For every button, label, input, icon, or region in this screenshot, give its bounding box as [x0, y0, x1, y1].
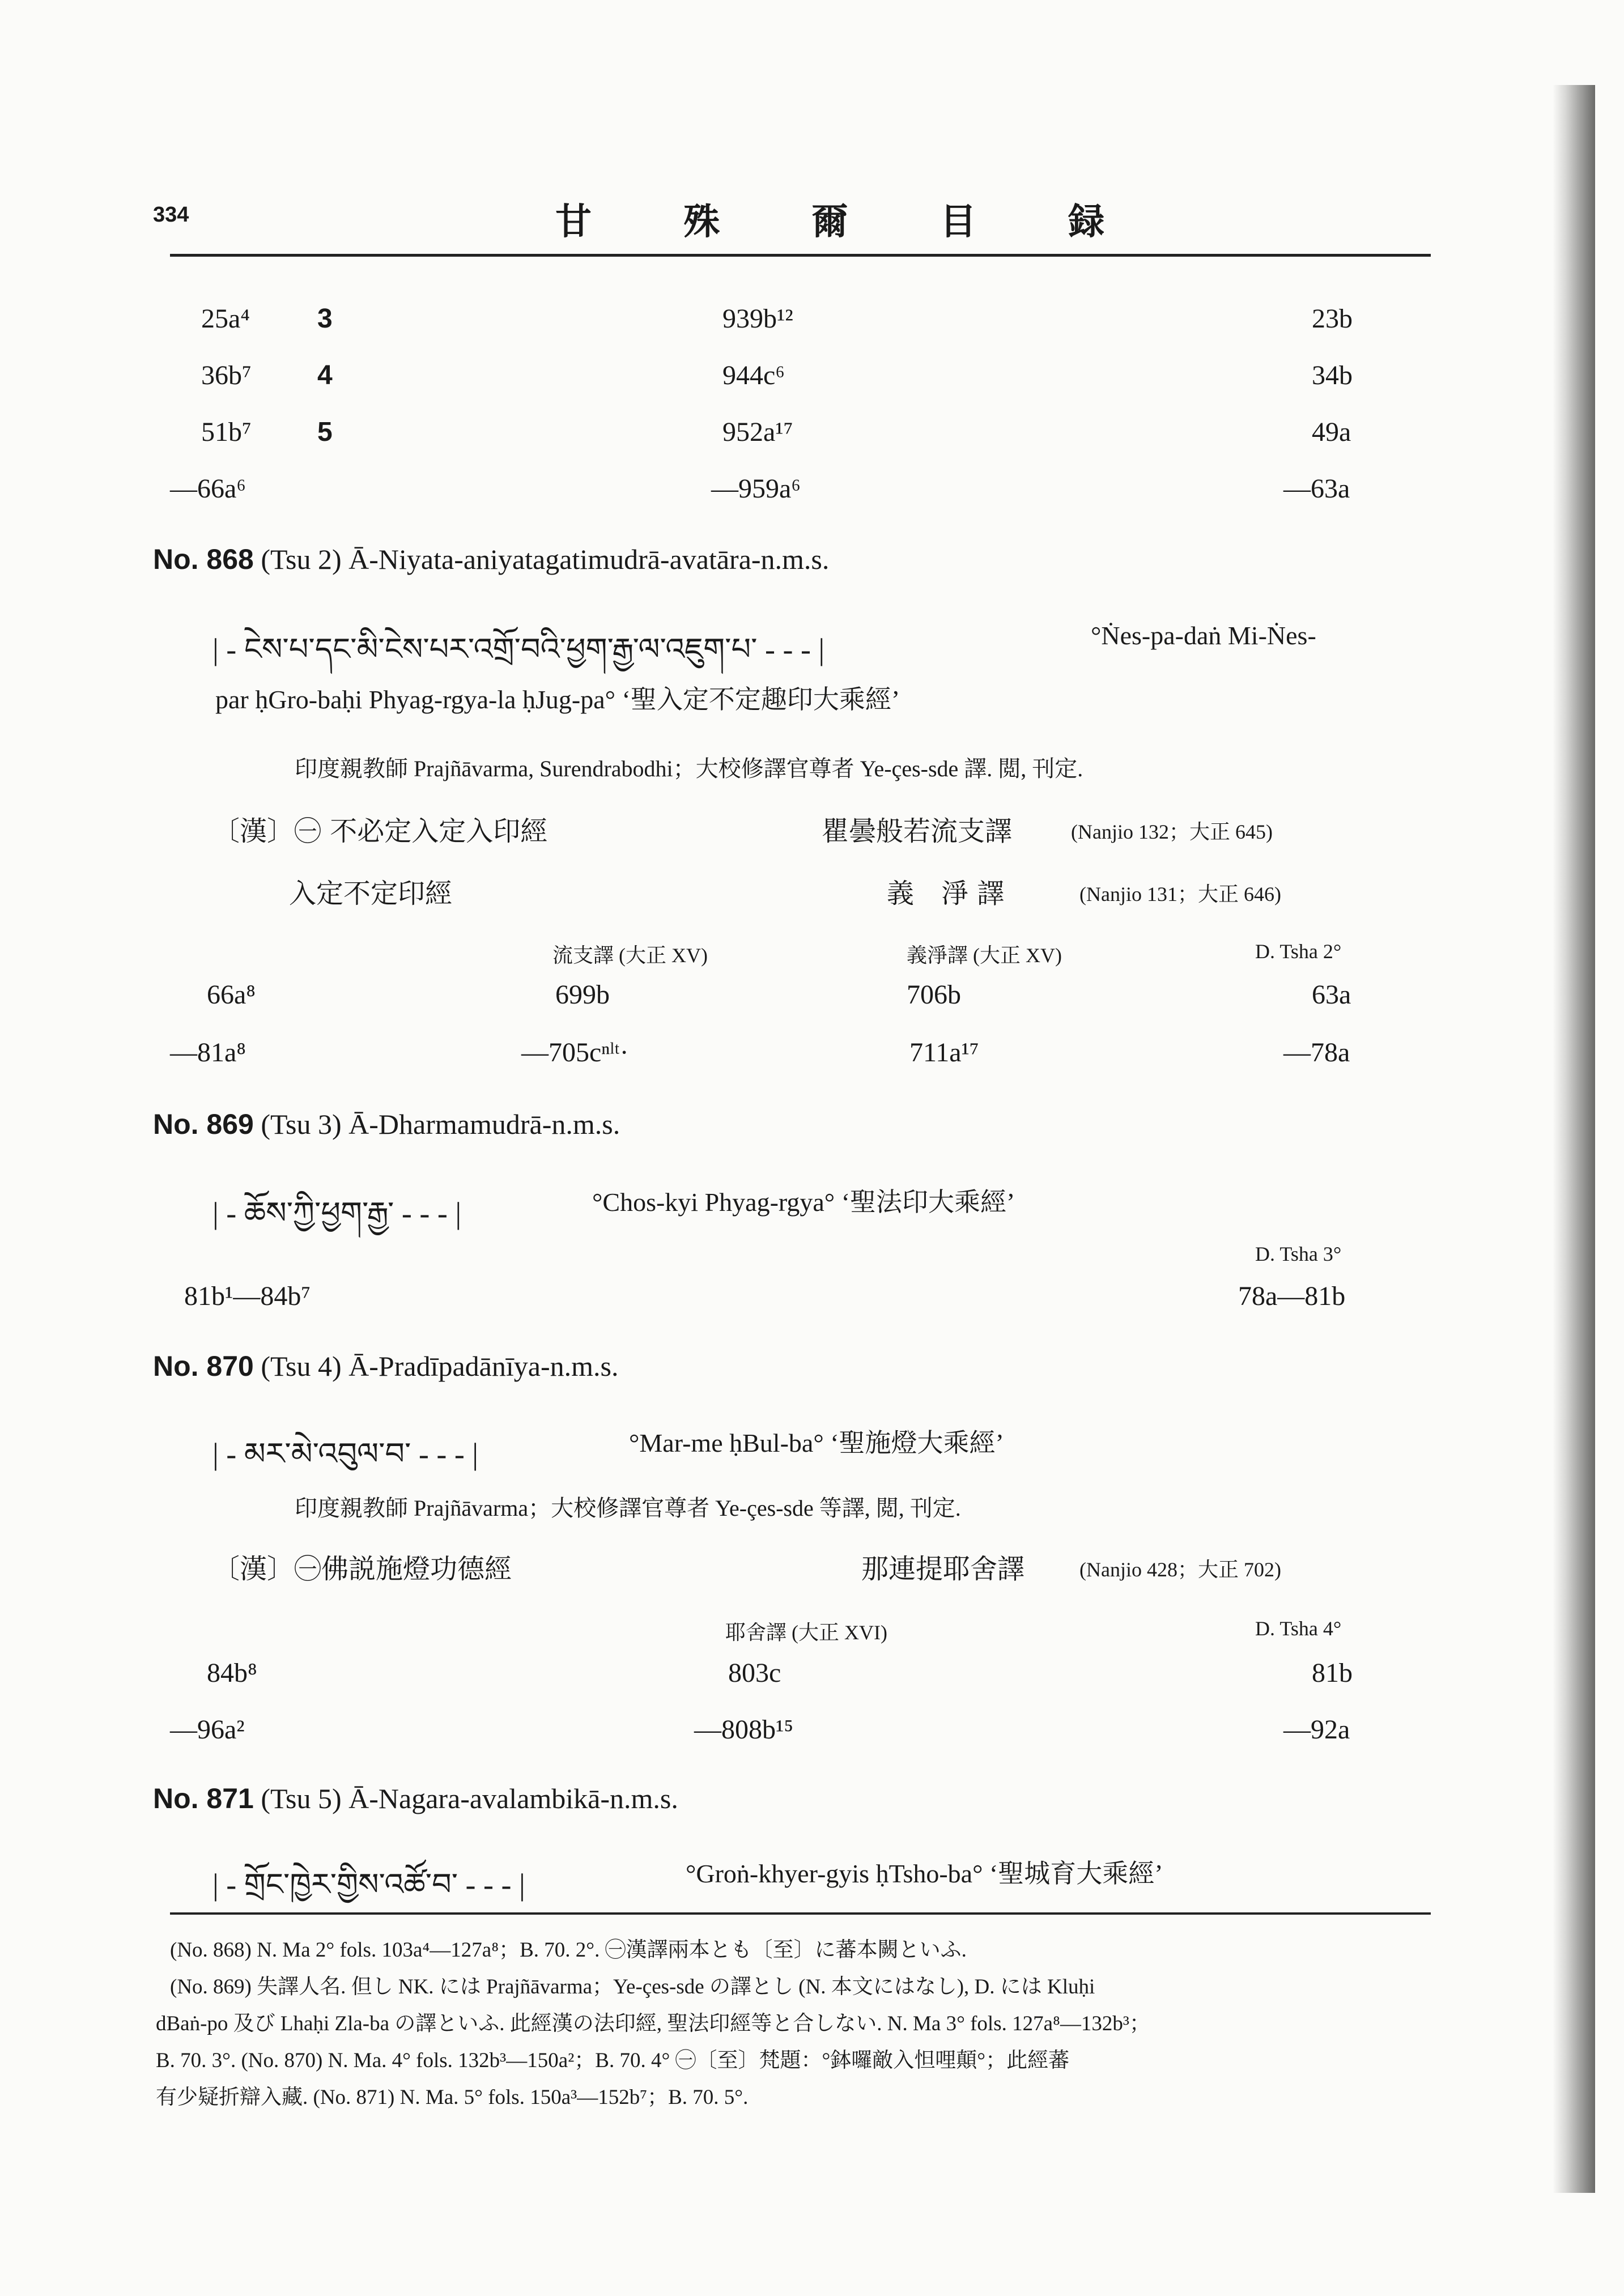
entry-heading-868 — [153, 543, 829, 576]
table-cell: 81b¹—84b⁷ — [184, 1281, 311, 1311]
entry-title: (Tsu 4) Ā-Pradīpadānīya-n.m.s. — [261, 1350, 619, 1382]
tibetan-romanized: °Ṅes-pa-daṅ Mi-Ṅes- — [1091, 621, 1316, 650]
tibetan-title: | - གྲོང་ཁྱེར་གྱིས་འཚོ་བ་ - - - | — [212, 1868, 525, 1902]
table-cell: 51b⁷ — [201, 417, 252, 447]
table-cell: 36b⁷ — [201, 360, 252, 390]
table-cell: 34b — [1312, 360, 1353, 390]
table-cell: 711a¹⁷ — [909, 1038, 979, 1068]
chinese-version-2: 入定不定印經 — [289, 878, 453, 909]
table-cell: 952a¹⁷ — [722, 417, 793, 447]
footnote-line: (No. 868) N. Ma 2° fols. 103a⁴—127a⁸；B. 70. 2°. ㊀漢譯兩本とも〔至〕に蕃本闕といふ. — [170, 1938, 967, 1962]
column-header: 義淨譯 (大正 XV) — [907, 944, 1062, 967]
chinese-translator-2: 義 淨 譯 — [887, 878, 1005, 909]
column-header: D. Tsha 4° — [1255, 1617, 1342, 1640]
footnote-line: dBaṅ-po 及び Lhaḥi Zla-ba の譯といふ. 此經漢の法印經, 聖法印經等と合しない. N. Ma 3° fols. 127a⁸—132b³； — [156, 2012, 1151, 2035]
chinese-version: 〔漢〕㊀佛説施燈功德經 — [212, 1553, 512, 1585]
table-cell: —705cⁿˡᵗ· — [521, 1038, 629, 1068]
table-cell: 944c⁶ — [722, 360, 785, 390]
tibetan-romanized: °Mar-me ḥBul-ba° ‘聖施燈大乘經’ — [629, 1428, 1004, 1457]
column-header: D. Tsha 3° — [1255, 1243, 1342, 1265]
tibetan-romanized: °Chos-kyi Phyag-rgya° ‘聖法印大乘經’ — [592, 1188, 1015, 1217]
table-cell: —808b¹⁵ — [694, 1715, 794, 1745]
table-cell: 706b — [907, 980, 961, 1010]
page-number: 334 — [153, 203, 189, 227]
translators-line: 印度親教師 Prajñāvarma；大校修譯官尊者 Ye-çes-sde 等譯, 閲, 刊定. — [295, 1495, 961, 1521]
entry-number: No. 869 — [153, 1108, 254, 1140]
table-cell: 939b¹² — [722, 304, 793, 334]
entry-number: No. 868 — [153, 543, 254, 575]
chinese-translator-1: 瞿曇般若流支譯 — [822, 815, 1013, 847]
table-cell: —96a² — [170, 1715, 245, 1745]
table-cell: 803c — [728, 1658, 781, 1688]
table-cell: 78a—81b — [1238, 1281, 1346, 1311]
chinese-version-1: 〔漢〕㊀ 不必定入定入印經 — [212, 815, 548, 847]
entry-title: (Tsu 2) Ā-Niyata-aniyatagatimudrā-avatāra-n.m.s. — [261, 543, 830, 575]
table-cell: 4 — [317, 360, 333, 390]
table-cell: 84b⁸ — [207, 1658, 257, 1688]
table-cell: 81b — [1312, 1658, 1353, 1688]
table-cell: —63a — [1283, 474, 1350, 504]
table-cell: 63a — [1312, 980, 1351, 1010]
entry-heading-871 — [153, 1782, 678, 1815]
translators-line: 印度親教師 Prajñāvarma, Surendrabodhi；大校修譯官尊者 Ye-çes-sde 譯. 閲, 刊定. — [295, 756, 1083, 781]
table-cell: 3 — [317, 304, 333, 334]
chinese-translator: 那連提耶舍譯 — [861, 1553, 1025, 1585]
entry-heading-869 — [153, 1108, 620, 1141]
tibetan-romanized: °Groṅ-khyer-gyis ḥTsho-ba° ‘聖城育大乘經’ — [686, 1859, 1163, 1888]
footnote-line: B. 70. 3°. (No. 870) N. Ma. 4° fols. 132b³—150a²；B. 70. 4° ㊀〔至〕梵題：°鉢囉敵入怛哩顛°；此經蕃 — [156, 2049, 1070, 2072]
tibetan-title: | - མར་མེ་འབུལ་བ་ - - - | — [212, 1437, 479, 1471]
tibetan-title: | - ངེས་པ་དང་མི་ངེས་པར་འགྲོ་བའི་ཕྱག་རྒྱ་ལ་འཇུག་པ་ - - - | — [212, 632, 825, 666]
table-cell: 49a — [1312, 417, 1351, 447]
entry-number: No. 870 — [153, 1350, 254, 1382]
tibetan-romanized-cont: par ḥGro-baḥi Phyag-rgya-la ḥJug-pa° ‘聖入定不定趣印大乘經’ — [215, 685, 900, 714]
table-cell: 5 — [317, 417, 333, 447]
footnote-line: (No. 869) 失譯人名. 但し NK. には Prajñāvarma；Ye-çes-sde の譯とし (N. 本文にはなし), D. には Kluḥi — [170, 1975, 1095, 1999]
entry-title: (Tsu 5) Ā-Nagara-avalambikā-n.m.s. — [261, 1783, 678, 1814]
tibetan-title: | - ཆོས་ཀྱི་ཕྱག་རྒྱ་ - - - | — [212, 1196, 462, 1230]
footnote-rule — [170, 1912, 1431, 1915]
running-title: 甘 殊 爾 目 録 — [555, 201, 1145, 243]
table-cell: 25a⁴ — [201, 304, 250, 334]
table-cell: 23b — [1312, 304, 1353, 334]
entry-heading-870 — [153, 1350, 618, 1383]
table-cell: —959a⁶ — [711, 474, 801, 504]
column-header: 流支譯 (大正 XV) — [552, 944, 708, 967]
entry-title: (Tsu 3) Ā-Dharmamudrā-n.m.s. — [261, 1108, 620, 1140]
table-cell: —78a — [1283, 1038, 1350, 1068]
column-header: D. Tsha 2° — [1255, 940, 1342, 963]
chinese-ref-1: (Nanjio 132；大正 645) — [1071, 820, 1273, 843]
footnote-line: 有少疑折辯入藏. (No. 871) N. Ma. 5° fols. 150a³—152b⁷；B. 70. 5°. — [156, 2086, 749, 2109]
header-rule — [170, 254, 1431, 257]
table-cell: —92a — [1283, 1715, 1350, 1745]
table-cell: 699b — [555, 980, 610, 1010]
scan-edge-shadow — [1553, 85, 1595, 2193]
entry-number: No. 871 — [153, 1783, 254, 1814]
chinese-ref: (Nanjio 428；大正 702) — [1079, 1558, 1281, 1581]
table-cell: —66a⁶ — [170, 474, 246, 504]
table-cell: 66a⁸ — [207, 980, 256, 1010]
table-cell: —81a⁸ — [170, 1038, 246, 1068]
chinese-ref-2: (Nanjio 131；大正 646) — [1079, 883, 1281, 905]
column-header: 耶舍譯 (大正 XVI) — [725, 1621, 887, 1644]
